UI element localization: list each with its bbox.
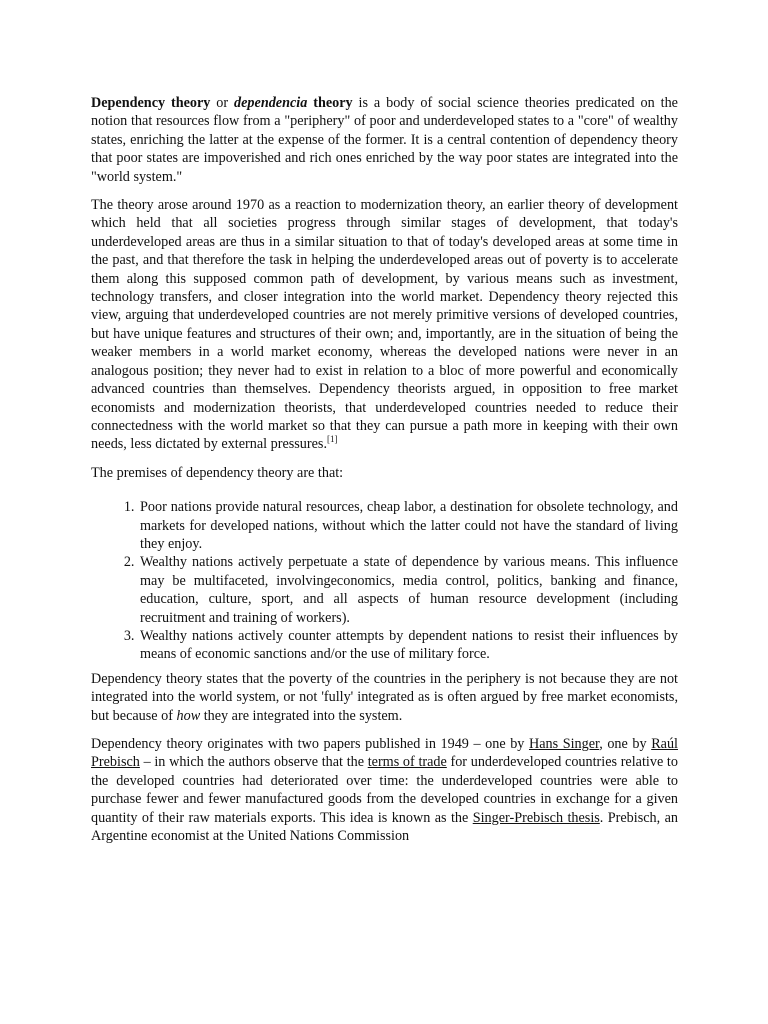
premise-item: 3. Wealthy nations actively counter attempts by dependent nations to resist their influences by means of economic sanctions and/or the use of military force. <box>138 627 678 664</box>
paragraph-integration: Dependency theory states that the poverty of the countries in the periphery is not because they are not integrated into the world system, or not 'fully' integrated as is often argued by free market economists, but because of how they are integrated into the system. <box>91 670 678 724</box>
premise-item: 2. Wealthy nations actively perpetuate a state of dependence by various means. This influence may be multifaceted, involvingeconomics, media control, politics, banking and finance, education, culture, sport, and all aspects of human resource development (including recruitment and training of workers). <box>138 553 678 627</box>
paragraph-origins: Dependency theory originates with two papers published in 1949 – one by Hans Singer, one by Raúl Prebisch – in which the authors observe that the terms of trade for underdeveloped countries relative to the developed countries had deteriorated over time: the underdeveloped countries were able to purchase fewer and fewer manufactured goods from the developed countries in exchange for a given quantity of their raw materials exports. This idea is known as the Singer-Prebisch thesis. Prebisch, an Argentine economist at the United Nations Commission <box>91 736 678 845</box>
paragraph-premises-intro: The premises of dependency theory are that: <box>91 464 344 481</box>
term-dependencia-theory: dependencia theory <box>234 95 353 111</box>
link-hans-singer[interactable]: Hans Singer <box>528 736 600 752</box>
term-dependency-theory: Dependency theory <box>91 95 211 111</box>
paragraph-definition: Dependency theory or dependencia theory is a body of social science theories predicated on the notion that resources flow from a "periphery" of poor and underdeveloped states to a "core" of wealthy states, enriching the latter at the expense of the former. It is a central contention of dependency theory that poor states are impoverished and rich ones enriched by the way poor states are integrated into the "world system." <box>91 95 678 185</box>
premise-item: 1. Poor nations provide natural resources, cheap labor, a destination for obsolete technology, and markets for developed nations, without which the latter could not have the standard of living they enjoy. <box>138 498 678 553</box>
document-page <box>91 94 678 855</box>
footnote-ref-1[interactable]: [1] <box>327 434 338 445</box>
link-singer-prebisch-thesis[interactable]: Singer-Prebisch thesis <box>472 809 600 826</box>
link-raul-prebisch[interactable]: Raúl Prebisch <box>91 736 678 771</box>
premises-list <box>91 498 678 664</box>
emphasis-how: how <box>176 707 201 724</box>
paragraph-history: The theory arose around 1970 as a reaction to modernization theory, an earlier theory of development which held that all societies progress through similar stages of development, that today's underdeveloped areas are thus in a similar situation to that of today's developed areas at some time in the past, and that therefore the task in helping the underdeveloped areas out of poverty is to accelerate them along this supposed common path of development, by various means such as investment, technology transfers, and closer integration into the world market. Dependency theory rejected this view, arguing that underdeveloped countries are not merely primitive versions of developed countries, but have unique features and structures of their own; and, importantly, are in the situation of being the weaker members in a world market economy, whereas the developed nations were never in an analogous position; they never had to exist in relation to a bloc of more powerful and economically advanced countries than themselves. Dependency theorists argued, in opposition to free market economists and modernization theorists, that underdeveloped countries needed to reduce their connectedness with the world market so that they can pursue a path more in keeping with their own needs, less dictated by external pressures.[1] <box>91 197 678 453</box>
link-terms-of-trade[interactable]: terms of trade <box>367 754 447 771</box>
